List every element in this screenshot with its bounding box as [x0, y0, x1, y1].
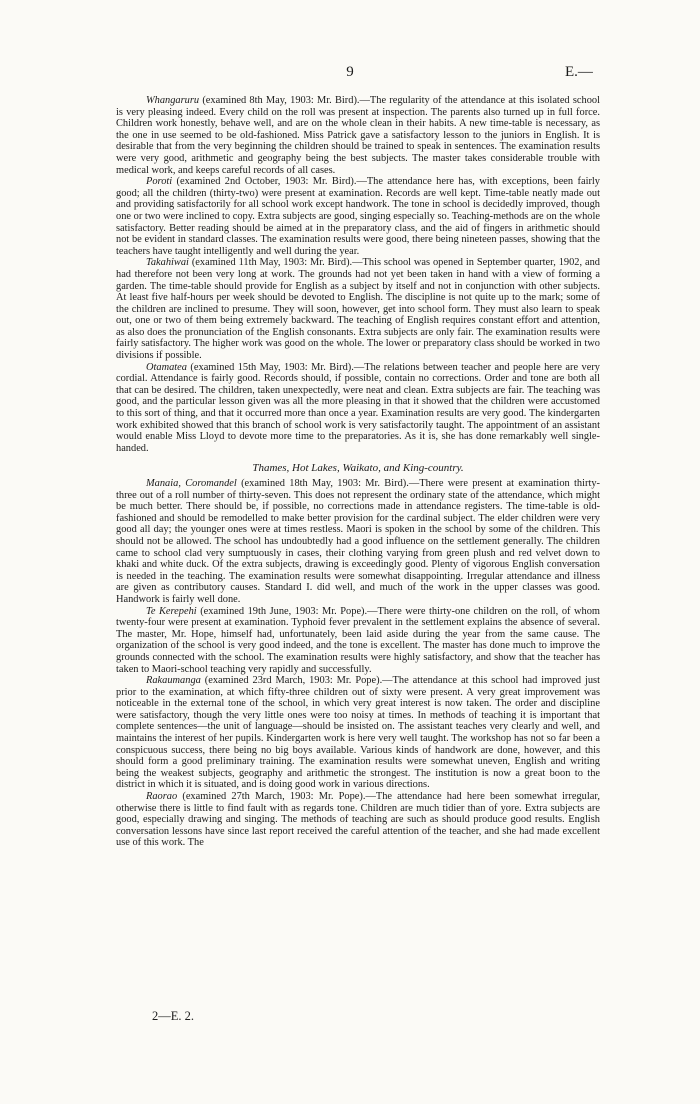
paragraph-poroti — [116, 176, 600, 257]
paragraph-manaia — [116, 478, 600, 606]
school-name: Poroti — [146, 176, 173, 188]
paragraph-text: (examined 11th May, 1903: Mr. Bird).—This school was opened in September quarter, 1902, and had therefore not been very long at work. The grounds had not yet been taken in hand with a view of forming a garden. The time-table should provide for English as a subject by itself and not in conjunction with other subjects. At least five half-hours per week should be devoted to English. The discipline is not quite up to the mark; some of the children are inclined to presume. They will soon, however, get into school form. They must also learn to speak out, one or two of them being extremely backward. The teaching of English requires constant effort and attention, as also does the pronunciation of the English consonants. Extra subjects are only fair. The examination results were fairly satisfactory. The higher work was good on the whole. The lower or preparatory class should be worked in two divisions if possible. — [116, 257, 600, 362]
report-body — [116, 95, 600, 849]
school-name: Whangaruru — [146, 95, 200, 106]
paragraph-otamatea — [116, 362, 600, 455]
paragraph-text: (examined 18th May, 1903: Mr. Bird).—There were present at examination thirty-three out of a roll number of thirty-seven. This does not represent the ordinary state of the attendance, which might be much better. There should be, if possible, no corrections made in attendance registers. The time-table is old-fashioned and should be remodelled to make better provision for the cardinal subject. The elder children were very good all day; the younger ones were at times restless. Maori is spoken in the school by some of the children. This should not be allowed. The school has undoubtedly had a good influence on the settlement generally. The children came to school clad very sumptuously in cases, their clothing varying from green plush and red velvet down to khaki and white duck. Of the extra subjects, drawing is exceedingly good. Plenty of vigorous English conversation is needed in the teaching. The examination results were somewhat disappointing. Irregular attendance and illness are given as contributory causes. Standard I. did well, and much of the work in the upper classes was good. Handwork is fairly well done. — [116, 478, 600, 605]
paragraph-text: (examined 23rd March, 1903: Mr. Pope).—The attendance at this school had improved just prior to the examination, at which fifty-three children out of sixty were present. A very great improvement was noticeable in the external tone of the school, in which very great interest is now taken. The order and discipline were satisfactory, though the very little ones were too noisy at times. In methods of teaching it is important that complete sentences—the unit of language—should be insisted on. The assistant teaches very clearly and well, and maintains the interest of her pupils. Kindergarten work is here very well taught. The workshop has not so far been a conspicuous success, there being no big boys available. Various kinds of handwork are done, however, and this should form a good preliminary training. The examination results were somewhat uneven, English and writing being the weakest subjects, geography and arithmetic the strongest. The institution is now a great boon to the district in which it is situated, and is doing good work in various directions. — [116, 675, 600, 791]
paragraph-text: (examined 8th May, 1903: Mr. Bird).—The regularity of the attendance at this isolated school is very pleasing indeed. Every child on the roll was present at inspection. The parents also turned up in full force. Children work honestly, behave well, and are on the whole clean in their habits. A new time-table is necessary, as the one in use seemed to be old-fashioned. Miss Patrick gave a satisfactory lesson to the juniors in English. It is desirable that from the very beginning the children should be trained to speak in sentences. The examination results were very good, arithmetic and geography being the best subjects. The master takes considerable trouble with medical work, and keeps careful records of all cases. — [116, 95, 600, 176]
paragraph-rakaumanga — [116, 675, 600, 791]
school-name: Takahiwai — [146, 257, 189, 269]
section-heading: Thames, Hot Lakes, Waikato, and King-country. — [252, 462, 464, 475]
page-reference: E.— — [565, 64, 593, 80]
paragraph-text: (examined 2nd October, 1903: Mr. Bird).—The attendance here has, with exceptions, been fairly good; all the children (thirty-two) were present at examination. Records are well kept. Time-table neatly made out and providing satisfactorily for all school work except handwork. The tone in school is decidedly improved, though one or two were inclined to copy. Extra subjects are good, singing especially so. Teaching-methods are on the whole satisfactory. Better reading should be aimed at in the preparatory class, and the aid of fingers in arithmetic should not be evident in standard classes. The examination results were good, there being nineteen passes, showing that the teachers have taught intelligently and well during the year. — [116, 176, 600, 257]
school-name: Rakaumanga — [146, 675, 201, 687]
paragraph-whangaruru — [116, 95, 600, 176]
school-name: Manaia, Coromandel — [146, 478, 237, 489]
paragraph-takahiwai — [116, 257, 600, 361]
paragraph-te-kerepehi — [116, 606, 600, 676]
paragraph-raorao — [116, 791, 600, 849]
printer-signature: 2—E. 2. — [152, 1009, 195, 1023]
school-name: Raorao — [146, 791, 178, 803]
school-name: Otamatea — [146, 361, 187, 373]
school-name: Te Kerepehi — [146, 605, 197, 617]
page-number: 9 — [346, 64, 354, 80]
paragraph-text: (examined 27th March, 1903: Mr. Pope).—The attendance had here been somewhat irregular, otherwise there is little to find fault with as regards tone. Children are much tidier than of yore. Extra subjects are good, especially drawing and singing. The methods of teaching are such as should produce good results. English conversation lessons have since last report received the careful attention of the teacher, and she had made excellent use of this work. The — [116, 791, 600, 849]
paragraph-text: (examined 19th June, 1903: Mr. Pope).—There were thirty-one children on the roll, of whom twenty-four were present at examination. Typhoid fever prevalent in the settlement explains the absence of several. The master, Mr. Hope, himself had, unfortunately, been laid aside during the year from the same cause. The organization of the school is very good indeed, and the tone is excellent. The master has done much to improve the grounds connected with the school. The examination results were highly satisfactory, and show that the teacher has taken to Maori-school teaching very rapidly and successfully. — [116, 605, 600, 675]
paragraph-text: (examined 15th May, 1903: Mr. Bird).—The relations between teacher and people here are very cordial. Attendance is fairly good. Records should, if possible, contain no corrections. Order and tone are both all that can be desired. The children, taken unexpectedly, were neat and clean. Extra subjects are fair. The teaching was good, and the particular lesson given was all the more pleasing in that it showed that the children were accustomed to this sort of thing, and that it occurred more than once a year. Examination results are very good. The kindergarten work exhibited showed that this branch of school work is very satisfactorily taught. The appointment of an assistant would enable Miss Lloyd to devote more time to the preparatories. As it is, she has done remarkably well single-handed. — [116, 361, 600, 454]
